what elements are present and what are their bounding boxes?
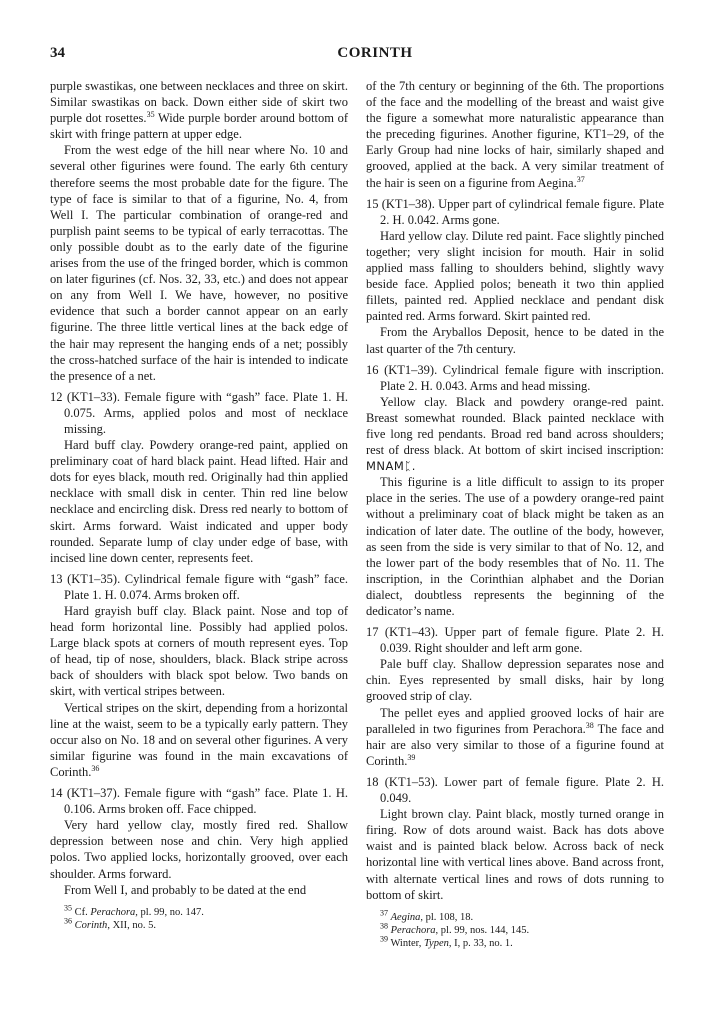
paragraph: purple swastikas, one between necklaces and three on skirt. Similar swastikas on back. Down either side of skirt two purple dot rosettes.$^{35}$ Wide purple border around bottom of skirt with fringe pattern at upper edge. <box>50 79 349 142</box>
running-title: CORINTH <box>337 45 413 61</box>
footnote-ref[interactable]: 36 <box>91 763 100 773</box>
footnote: $^{39}$ Winter, Typen, I, p. 33, no. 1. <box>380 934 513 949</box>
catalog-entry-12-heading: 12 (KT1–33). Female figure with “gash” face. Plate 1. H. 0.075. Arms, applied polos and most of necklace missing. <box>50 389 348 436</box>
catalog-entry-14-description: Very hard yellow clay, mostly fired red. Shallow depression between nose and chin. Very high applied polos. Two applied locks, horizontally grooved, over each shoulder. Arms forward. <box>50 818 348 881</box>
catalog-entry-16-description: Yellow clay. Black and powdery orange-red paint. Breast somewhat rounded. Black painted necklace with five long red pendants. Broad red band across shoulders; rest of dress black. At bottom of skirt incised inscription: MNAMᛈ. <box>366 394 664 474</box>
catalog-entry-17-heading: 17 (KT1–43). Upper part of female figure. Plate 2. H. 0.039. Right shoulder and left arm gone. <box>366 625 664 656</box>
catalog-entry-16-heading: 16 (KT1–39). Cylindrical female figure with inscription. Plate 2. H. 0.043. Arms and head missing. <box>366 362 664 393</box>
page-header <box>50 45 700 65</box>
paragraph: of the 7th century or beginning of the 6th. The proportions of the face and the modelling of the breast and waist give the figure a somewhat more naturalistic appearance than the preceding figurines. Another figurine, KT1–29, of the Early Group had nine locks of hair, similarly shaped and grooved, applied at the back. A very similar treatment of the hair is seen on a figurine from Aegina.$^{37}$ <box>366 79 664 190</box>
catalog-entry-13-heading: 13 (KT1–35). Cylindrical female figure with “gash” face. Plate 1. H. 0.074. Arms broken off. <box>50 571 348 602</box>
footnote: $^{38}$ Perachora, pl. 99, nos. 144, 145. <box>380 921 530 936</box>
catalog-entry-16-discussion: This figurine is a litle difficult to assign to its proper place in the series. The use of a powdery orange-red paint without a preliminary coat of black might be taken as an indication of later date. The outline of the body, however, as seen from the side is very similar to that of No. 12, and the lower part of the body resembles that of No. 11. The inscription, in the Corinthian alphabet and the Dorian dialect, doubtless represents the beginning of the dedicator’s name. <box>366 475 664 618</box>
footnote-ref[interactable]: 38 <box>585 720 594 730</box>
catalog-entry-17-description: Pale buff clay. Shallow depression separates nose and chin. Eyes represented by small disks, hair by long grooved strip of clay. <box>366 657 664 704</box>
catalog-entry-12-description: Hard buff clay. Powdery orange-red paint, applied on preliminary coat of hard black paint. Head lifted. Hair and dots for eyes black, mouth red. Originally had thin applied necklace with small disk in center. Thin red line below necklace and encircling disk. Dress red nearly to bottom of skirt. Arms forward. Waist indicated and upper body rounded. Separate lump of clay under edge of base, with incised line down center, represents feet. <box>50 438 348 565</box>
catalog-entry-18-description: Light brown clay. Paint black, mostly turned orange in firing. Row of dots around waist. Back has dots above waist and is painted black below. Across back of neck horizontal line with vertical lines above. Band across front, with alternate vertical lines and rows of dots running to bottom of skirt. <box>366 807 664 902</box>
catalog-entry-15-heading: 15 (KT1–38). Upper part of cylindrical female figure. Plate 2. H. 0.042. Arms gone. <box>366 196 664 227</box>
right-column <box>366 78 664 950</box>
footnote-ref[interactable]: 35 <box>146 110 155 120</box>
footnote: $^{37}$ Aegina, pl. 108, 18. <box>380 908 474 923</box>
catalog-entry-17-discussion: The pellet eyes and applied grooved locks of hair are paralleled in two figurines from Perachora.$^{38}$ The face and hair are also very similar to those of a figurine found at Corinth.$^{39}$ <box>366 705 664 768</box>
footnote-ref[interactable]: 37 <box>576 174 585 184</box>
footnote: $^{36}$ Corinth, XII, no. 5. <box>64 916 157 931</box>
footnote: $^{35}$ Cf. Perachora, pl. 99, no. 147. <box>64 903 204 918</box>
footnotes <box>366 908 664 950</box>
catalog-entry-13-discussion: Vertical stripes on the skirt, depending from a horizontal line at the waist, seem to be a typically early pattern. They occur also on No. 18 and on several other figurines. A very similar figurine was found in the main excavations of Corinth.$^{36}$ <box>50 700 348 779</box>
catalog-entry-14-discussion: From Well I, and probably to be dated at the end <box>64 882 307 897</box>
footnotes <box>50 903 348 932</box>
inscription: MNAMᛈ. <box>366 459 416 474</box>
footnote-ref[interactable]: 39 <box>407 752 416 762</box>
catalog-entry-18-heading: 18 (KT1–53). Lower part of female figure. Plate 2. H. 0.049. <box>366 774 664 806</box>
catalog-entry-13-description: Hard grayish buff clay. Black paint. Nose and top of head form horizontal line. Possibly had applied polos. Large black spots at corners of mouth represent eyes. Top of head, tip of nose, shoulders, black. Black stripe across back of shoulders with black spot below. Two bands on skirt, with vertical stripes between. <box>50 604 348 699</box>
page-number: 34 <box>50 45 65 61</box>
catalog-entry-15-discussion: From the Aryballos Deposit, hence to be dated in the last quarter of the 7th century. <box>366 325 664 356</box>
catalog-entry-14-heading: 14 (KT1–37). Female figure with “gash” face. Plate 1. H. 0.106. Arms broken off. Face chipped. <box>50 786 348 817</box>
catalog-entry-15-description: Hard yellow clay. Dilute red paint. Face slightly pinched together; very slight incision for mouth. Hair in solid applied mass falling to shoulders behind, slightly wavy beside face. Applied polos; beneath it two thin applied fillets, painted red. Applied necklace and pendant disk painted red. Arms forward. Skirt painted red. <box>366 228 664 324</box>
paragraph: From the west edge of the hill near where No. 10 and several other figurines were found. The early 6th century therefore seems the most probable date for the figure. The type of face is similar to that of a figurine, No. 4, from Well I. The particular combination of orange-red and purplish paint seems to be typical of early terracottas. The only possible doubt as to the early date of the figurine arises from the use of the fringed border, which is common on later figurines (cf. Nos. 32, 33, etc.) and does not appear on any from Well I. We have, however, no positive evidence that such a border cannot appear on an early figurine. The three little vertical lines at the back edge of the hair may represent the hanging ends of a net; possibly the cross-hatched surface of the hair is intended to indicate the presence of a net. <box>50 143 348 383</box>
left-column <box>50 78 348 932</box>
